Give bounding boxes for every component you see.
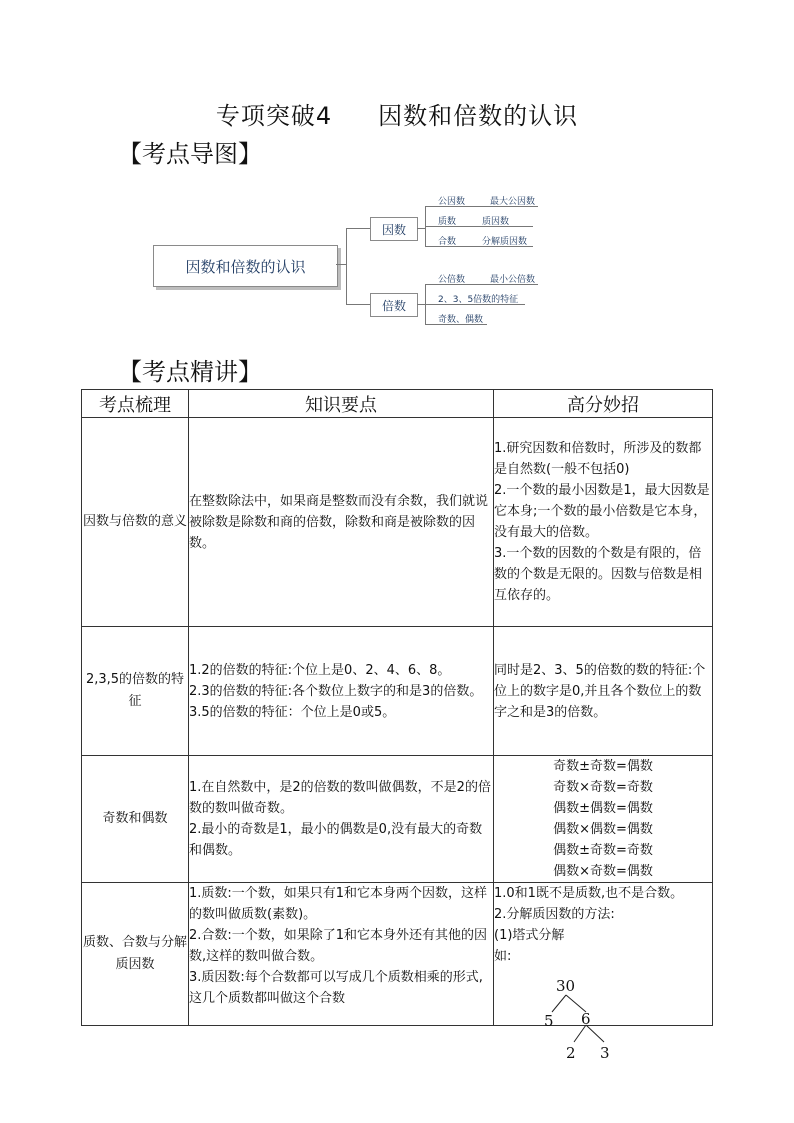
mindmap-leaf: 公因数 [438,197,466,207]
tip-text: (1)塔式分解 [494,928,565,943]
point-text: 2.3的倍数的特征:各个数位上数字的和是3的倍数。 [189,683,483,699]
mindmap-root: 因数和倍数的认识 [153,245,338,287]
mindmap-leaf: 质因数 [482,217,510,227]
table-row [82,627,713,756]
tree-node: 2 [566,1044,576,1062]
point-text: 3.质因数:每个合数都可以写成几个质数相乘的形式,这几个质数都叫做这个合数 [189,970,483,1006]
page-title [0,96,794,131]
tip-text: 奇数×奇数=奇数 [553,780,653,795]
point-text: 3.5的倍数的特征：个位上是0或5。 [189,704,396,720]
tip-text: 同时是2、3、5的倍数的数的特征:个位上的数字是0,并且各个数位上的数字之和是3的倍数。 [494,662,706,720]
tip-text: 2.分解质因数的方法: [494,907,615,922]
column-header: 高分妙招 [494,390,713,418]
points-cell [189,627,494,756]
mindmap-leaf: 奇数、偶数 [438,315,484,325]
tip-text: 偶数×偶数=偶数 [553,822,653,837]
tree-node: 5 [544,1012,554,1030]
tip-text: 3.一个数的因数的个数是有限的，倍数的个数是无限的。因数与倍数是相互依存的。 [494,546,703,603]
tip-text: 奇数±奇数=偶数 [553,759,653,774]
tip-text: 1.研究因数和倍数时，所涉及的数都是自然数(一般不包括0) [494,441,702,477]
section-heading-detail: 【考点精讲】 [118,358,262,386]
point-text: 2.合数:一个数，如果除了1和它本身外还有其他的因数,这样的数叫做合数。 [189,928,488,964]
mindmap-branch-multiple: 倍数 [370,293,418,317]
factor-tree [540,975,630,1065]
tree-node: 30 [556,977,576,995]
tip-text: 偶数±奇数=奇数 [553,843,653,858]
points-cell [189,756,494,883]
section-heading-map: 【考点导图】 [118,140,262,168]
tips-cell [494,418,713,627]
point-text: 2.最小的奇数是1，最小的偶数是0,没有最大的奇数和偶数。 [189,822,483,858]
topic-cell: 2,3,5的倍数的特征 [82,627,189,756]
tip-text: 1.0和1既不是质数,也不是合数。 [494,886,684,901]
tree-node: 3 [600,1044,610,1062]
tips-cell [494,756,713,883]
tip-text: 如: [494,949,512,964]
points-cell [189,418,494,627]
mindmap-branch-factor: 因数 [370,217,418,241]
mindmap-leaf: 2、3、5倍数的特征 [438,295,519,305]
tip-text: 偶数×奇数=偶数 [553,864,653,879]
column-header: 知识要点 [189,390,494,418]
table-header-row [82,390,713,418]
tip-text: 2.一个数的最小因数是1，最大因数是它本身;一个数的最小倍数是它本身，没有最大的倍数。 [494,483,710,540]
topic-cell: 因数与倍数的意义 [82,418,189,627]
point-text: 在整数除法中，如果商是整数而没有余数，我们就说被除数是除数和商的倍数，除数和商是被除数的因数。 [189,493,489,551]
point-text: 1.在自然数中，是2的倍数的数叫做偶数，不是2的倍数的数叫做奇数。 [189,780,491,816]
tip-text: 偶数±偶数=偶数 [553,801,653,816]
mindmap-leaf: 合数 [438,237,457,247]
point-text: 1.质数:一个数，如果只有1和它本身两个因数，这样的数叫做质数(素数)。 [189,886,488,922]
topic-cell: 奇数和偶数 [82,756,189,883]
tree-node: 6 [581,1010,591,1028]
tips-cell [494,627,713,756]
column-header: 考点梳理 [82,390,189,418]
points-cell [189,883,494,1026]
table-row [82,418,713,627]
point-text: 1.2的倍数的特征:个位上是0、2、4、6、8。 [189,662,451,678]
topic-cell: 质数、合数与分解质因数 [82,883,189,1026]
title-part2: 因数和倍数的认识 [378,102,579,130]
mindmap-leaf: 最小公倍数 [490,275,536,285]
knowledge-table [81,389,713,1026]
mindmap-leaf: 质数 [438,217,457,227]
mindmap-leaf: 最大公因数 [490,197,536,207]
title-part1: 专项突破4 [215,102,333,130]
mindmap-leaf: 分解质因数 [482,237,528,247]
mindmap-leaf: 公倍数 [438,275,466,285]
table-row [82,756,713,883]
